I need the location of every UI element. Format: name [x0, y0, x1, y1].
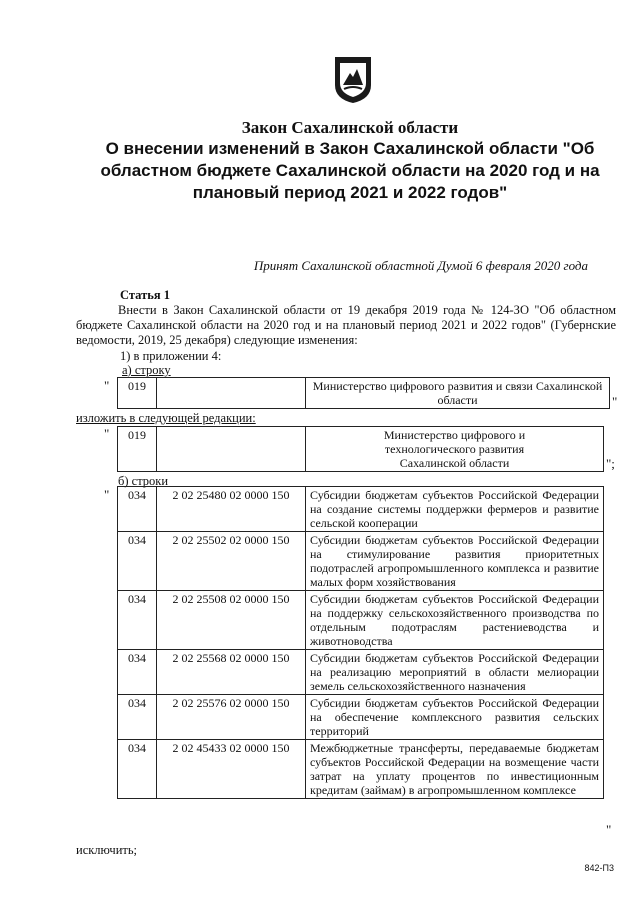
table-row	[118, 427, 604, 472]
class-cell: 2 02 25502 02 0000 150	[157, 532, 306, 591]
code-cell: 019	[118, 427, 157, 472]
subitem-a-label: а) строку	[122, 363, 171, 377]
quote-close: "	[606, 822, 612, 837]
code-cell: 034	[118, 487, 157, 532]
law-name: Закон Сахалинской области	[241, 118, 459, 137]
row-a-new-table	[117, 426, 604, 472]
adoption-note: Принят Сахалинской областной Думой 6 февраля 2020 года	[253, 258, 588, 273]
class-cell: 2 02 25568 02 0000 150	[157, 650, 306, 695]
law-title: О внесении изменений в Закон Сахалинской области "Об областном бюджете Сахалинской области на 2020 год и на плановый период 2021 и 2022 годов"	[100, 139, 600, 202]
quote-open: "	[104, 426, 110, 441]
name-cell: Субсидии бюджетам субъектов Российской Федерации на стимулирование развития приоритетных подотраслей агропромышленного комплекса и развитие малых форм хозяйствования	[306, 532, 604, 591]
class-cell: 2 02 25576 02 0000 150	[157, 695, 306, 740]
code-cell: 019	[118, 378, 157, 409]
document-code: 842-П3	[584, 863, 614, 873]
class-cell	[157, 378, 306, 409]
table-row	[118, 532, 604, 591]
code-cell: 034	[118, 695, 157, 740]
subitem-b-label: б) строки	[118, 474, 169, 488]
title-block	[100, 118, 600, 204]
rows-b-table	[117, 486, 604, 799]
table-row	[118, 695, 604, 740]
name-cell: Субсидии бюджетам субъектов Российской Федерации на поддержку сельскохозяйственного производства по отдельным подотраслям растениеводства и животноводства	[306, 591, 604, 650]
table-row	[118, 378, 610, 409]
table-row	[118, 487, 604, 532]
class-cell	[157, 427, 306, 472]
class-cell: 2 02 25480 02 0000 150	[157, 487, 306, 532]
code-cell: 034	[118, 591, 157, 650]
code-cell: 034	[118, 740, 157, 799]
name-cell: Межбюджетные трансферты, передаваемые бюджетам субъектов Российской Федерации на возмещение части затрат на уплату процентов по инвестиционным кредитам (займам) в агропромышленном комплексе	[306, 740, 604, 799]
name-cell: Субсидии бюджетам субъектов Российской Федерации на обеспечение комплексного развития сельских территорий	[306, 695, 604, 740]
name-cell: Субсидии бюджетам субъектов Российской Федерации на реализацию мероприятий в области мелиорации земель сельскохозяйственного назначения	[306, 650, 604, 695]
table-row	[118, 591, 604, 650]
emblem-icon	[332, 55, 374, 105]
table-row	[118, 650, 604, 695]
replace-instruction: изложить в следующей редакции:	[76, 411, 256, 425]
name-cell: Субсидии бюджетам субъектов Российской Федерации на создание системы поддержки фермеров и развитие сельской кооперации	[306, 487, 604, 532]
class-cell: 2 02 25508 02 0000 150	[157, 591, 306, 650]
article-heading: Статья 1	[120, 288, 170, 302]
row-a-old-table	[117, 377, 610, 409]
class-cell: 2 02 45433 02 0000 150	[157, 740, 306, 799]
quote-open: "	[104, 378, 110, 393]
quote-close-semicolon: ";	[606, 456, 615, 471]
name-cell: Министерство цифрового и технологического развития Сахалинской области	[306, 427, 604, 472]
item-1: 1) в приложении 4:	[120, 349, 222, 363]
code-cell: 034	[118, 650, 157, 695]
name-cell: Министерство цифрового развития и связи Сахалинской области	[306, 378, 610, 409]
quote-open: "	[104, 487, 110, 502]
exclude-instruction: исключить;	[76, 843, 138, 857]
code-cell: 034	[118, 532, 157, 591]
quote-close: "	[612, 394, 618, 409]
article-intro: Внести в Закон Сахалинской области от 19 декабря 2019 года № 124-ЗО "Об областном бюджете Сахалинской области на 2020 год и на плановый период 2021 и 2022 годов" (Губернские ведомости, 2019, 25 декабря) следующие изменения:	[76, 303, 616, 347]
table-row	[118, 740, 604, 799]
